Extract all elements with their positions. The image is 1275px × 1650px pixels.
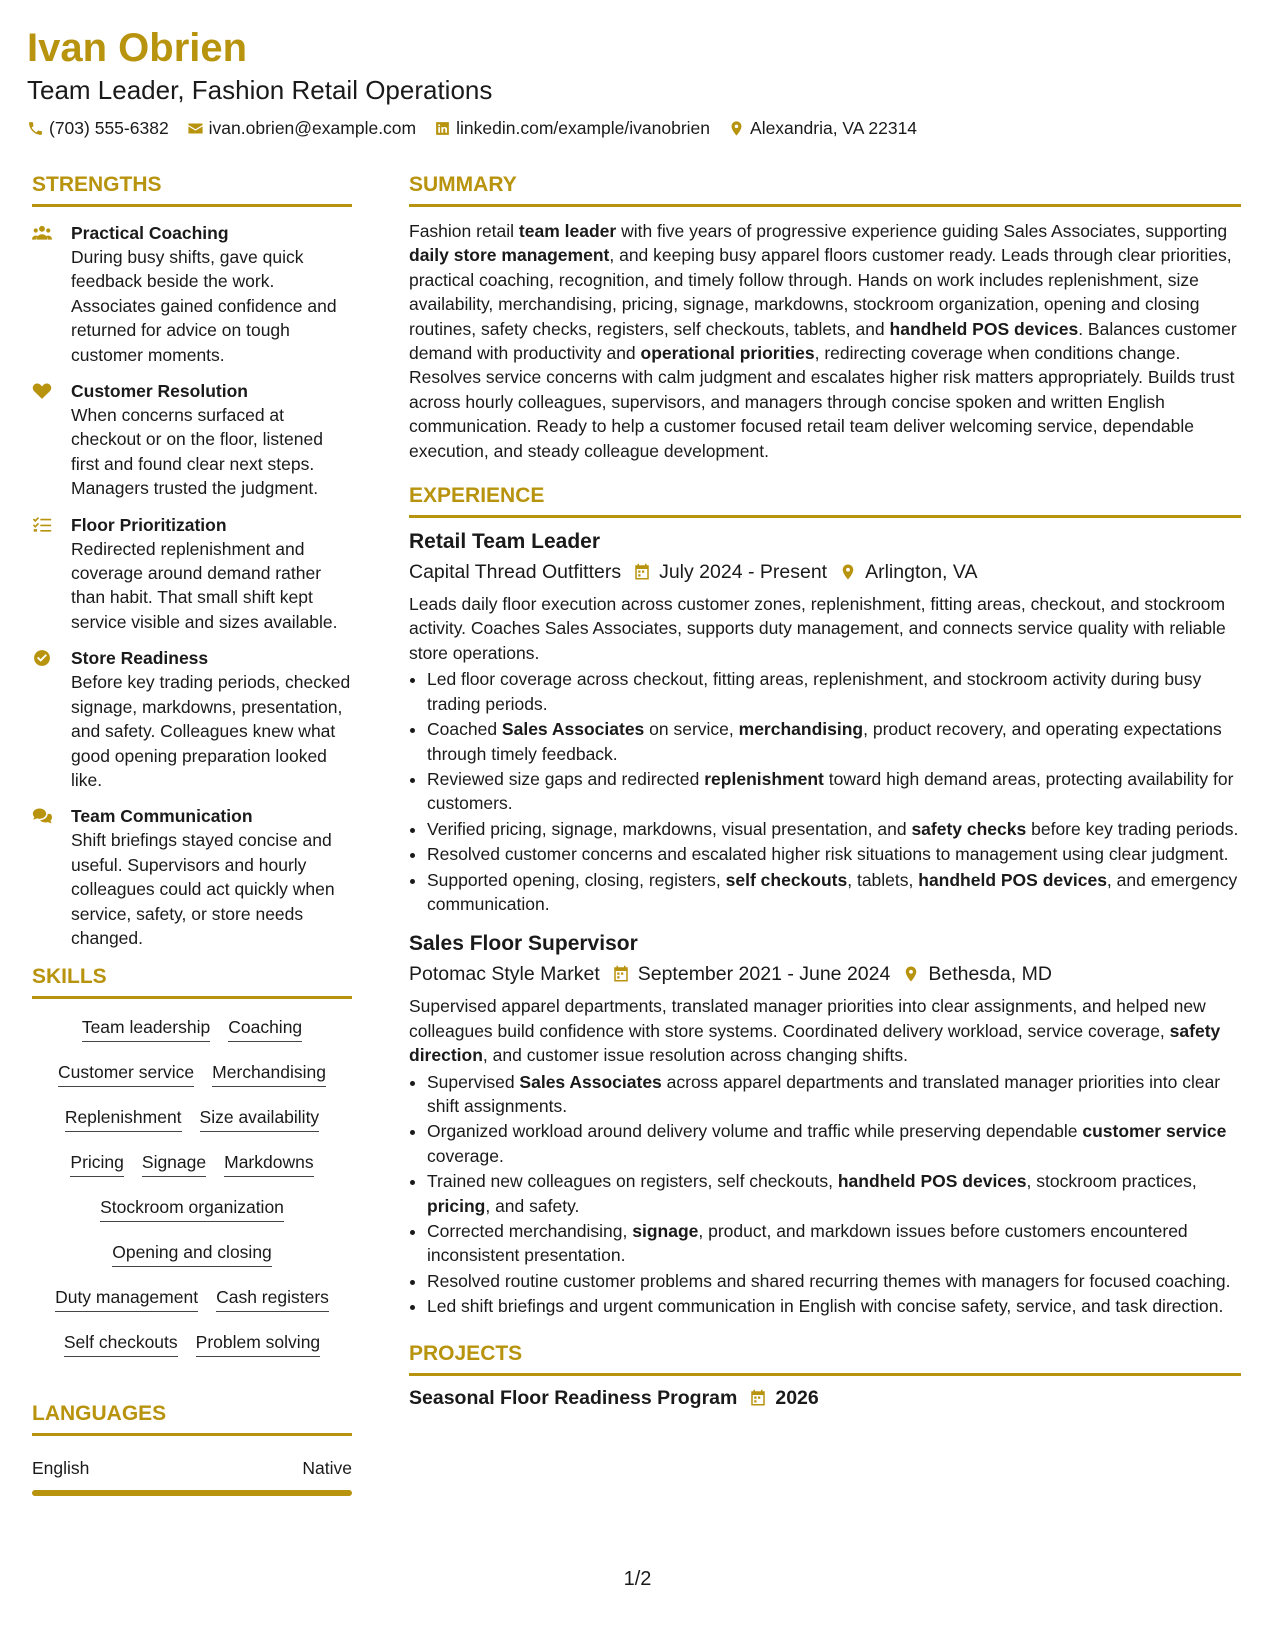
resume-header: [27, 22, 1235, 140]
emphasized-text: replenishment: [704, 768, 824, 789]
emphasized-text: signage: [632, 1221, 699, 1241]
calendar-icon: [749, 1389, 767, 1407]
job-dates: September 2021 - June 2024: [637, 963, 891, 986]
check-circle-icon: [32, 649, 52, 667]
job-entry: [409, 930, 1241, 1318]
map-pin-icon: [902, 965, 920, 983]
job-bullet: • Reviewed size gaps and redirected replenishment toward high demand areas, protecting availability for customers.: [427, 767, 1241, 816]
summary-heading: SUMMARY: [409, 172, 1241, 207]
location-text: Alexandria, VA 22314: [750, 118, 918, 138]
job-bullets: [409, 667, 1241, 916]
contact-email[interactable]: [187, 116, 416, 140]
page-number: 1/2: [623, 1568, 652, 1590]
languages-heading: LANGUAGES: [32, 1401, 352, 1436]
skill-tag: Customer service: [58, 1060, 194, 1087]
skill-tag: Replenishment: [65, 1105, 182, 1132]
calendar-icon: [612, 965, 630, 983]
job-meta: [409, 558, 1241, 586]
project-entry: [409, 1384, 1241, 1412]
strength-item: [32, 646, 352, 792]
emphasized-text: safety checks: [911, 818, 1027, 839]
contact-bar: [27, 116, 1235, 140]
skill-tag: Coaching: [228, 1015, 302, 1042]
job-bullet: • Verified pricing, signage, markdowns, visual presentation, and safety checks before key trading periods.: [427, 817, 1241, 841]
job-bullet: • Trained new colleagues on registers, self checkouts, handheld POS devices, stockroom practices, pricing, and safety.: [427, 1169, 1241, 1218]
strength-item: [32, 379, 352, 501]
left-column: [32, 172, 352, 1496]
strength-title: Floor Prioritization: [71, 514, 227, 535]
strength-item: [32, 513, 352, 635]
company-name: Capital Thread Outfitters: [409, 561, 622, 584]
skill-tag: Cash registers: [216, 1285, 329, 1312]
job-dates: July 2024 - Present: [659, 561, 828, 584]
envelope-icon: [187, 120, 204, 137]
summary-text: Fashion retail team leader with five years of progressive experience guiding Sales Associates, supporting daily store management, and keeping busy apparel floors customer ready. Leads through clear priorities, practical coaching, recognition, and timely follow through. Hands on work includes replenishment, size availability, merchandising, pricing, signage, markdowns, stockroom organization, opening and closing routines, safety checks, registers, self checkouts, tablets, and handheld POS devices. Balances customer demand with productivity and operational priorities, redirecting coverage when conditions change. Resolves service concerns with calm judgment and escalates higher risk matters appropriately. Builds trust across hourly colleagues, supervisors, and managers through concise spoken and written English communication. Ready to help a customer focused retail team deliver welcoming service, dependable execution, and steady colleague development.: [409, 221, 1237, 461]
strength-description: Shift briefings stayed concise and useful. Supervisors and hourly colleagues could act quickly when service, safety, or store needs changed.: [71, 830, 335, 948]
right-column: [409, 172, 1241, 1412]
linkedin-text: linkedin.com/example/ivanobrien: [456, 118, 711, 138]
candidate-title: Team Leader, Fashion Retail Operations: [27, 75, 493, 105]
experience-heading: EXPERIENCE: [409, 483, 1241, 518]
heart-icon: [32, 382, 52, 400]
job-location: Bethesda, MD: [928, 963, 1052, 986]
company-name: Potomac Style Market: [409, 963, 600, 986]
skill-tag: Duty management: [55, 1285, 198, 1312]
job-bullet: • Coached Sales Associates on service, merchandising, product recovery, and operating expectations through timely feedback.: [427, 717, 1241, 766]
strength-title: Team Communication: [71, 806, 253, 827]
email-text: ivan.obrien@example.com: [208, 118, 417, 138]
linkedin-icon: [434, 120, 451, 137]
skill-tag: Stockroom organization: [100, 1195, 284, 1222]
users-icon: [32, 224, 52, 242]
strength-item: [32, 804, 352, 950]
comments-icon: [32, 807, 52, 825]
emphasized-text: handheld POS devices: [889, 318, 1079, 339]
job-location: Arlington, VA: [865, 561, 978, 584]
skill-tag: Problem solving: [196, 1330, 321, 1357]
language-level: Native: [302, 1458, 352, 1479]
phone-icon: [27, 120, 44, 137]
skill-tag: Team leadership: [82, 1015, 210, 1042]
list-check-icon: [32, 516, 52, 534]
emphasized-text: customer service: [1082, 1121, 1227, 1142]
strength-description: Before key trading periods, checked signage, markdowns, presentation, and safety. Colleagues knew what good opening preparation looked like.: [71, 672, 351, 790]
skill-tag: Opening and closing: [112, 1240, 272, 1267]
emphasized-text: Sales Associates: [519, 1071, 662, 1092]
strength-title: Store Readiness: [71, 648, 209, 669]
map-pin-icon: [728, 120, 745, 137]
job-title: Sales Floor Supervisor: [409, 932, 638, 956]
job-meta: [409, 960, 1241, 988]
project-title: Seasonal Floor Readiness Program: [409, 1386, 738, 1409]
job-bullets: [409, 1070, 1241, 1319]
strength-description: Redirected replenishment and coverage around demand rather than habit. That small shift kept service visible and sizes available.: [71, 538, 338, 632]
job-bullet: • Led floor coverage across checkout, fitting areas, replenishment, and stockroom activity during busy trading periods.: [427, 667, 1241, 716]
map-pin-icon: [839, 563, 857, 581]
strength-item: [32, 221, 352, 367]
project-year: 2026: [775, 1386, 819, 1409]
emphasized-text: Sales Associates: [501, 719, 645, 740]
strengths-heading: STRENGTHS: [32, 172, 352, 207]
contact-linkedin[interactable]: [434, 116, 710, 140]
job-bullet: • Organized workload around delivery volume and traffic while preserving dependable customer service coverage.: [427, 1119, 1241, 1168]
phone-text: (703) 555-6382: [49, 118, 169, 138]
candidate-name: Ivan Obrien: [27, 26, 248, 70]
language-name: English: [32, 1458, 90, 1479]
job-bullet: • Resolved routine customer problems and shared recurring themes with managers for focused coaching.: [427, 1269, 1241, 1293]
job-description: Supervised apparel departments, translated manager priorities into clear assignments, and helped new colleagues build confidence with store systems. Coordinated delivery workload, service coverage, safety direction, and customer issue resolution across changing shifts.: [409, 996, 1221, 1066]
emphasized-text: team leader: [518, 221, 617, 241]
skill-tag: Merchandising: [212, 1060, 326, 1087]
skills-list: [32, 1015, 352, 1375]
contact-phone[interactable]: [27, 116, 169, 140]
emphasized-text: pricing: [427, 1195, 486, 1216]
skill-tag: Signage: [142, 1150, 206, 1177]
emphasized-text: handheld POS devices: [837, 1171, 1027, 1192]
job-bullet: • Corrected merchandising, signage, product, and markdown issues before customers encountered inconsistent presentation.: [427, 1219, 1241, 1268]
emphasized-text: handheld POS devices: [918, 869, 1107, 890]
strength-description: When concerns surfaced at checkout or on the floor, listened first and found clear next steps. Managers trusted the judgment.: [71, 405, 323, 499]
skill-tag: Self checkouts: [64, 1330, 178, 1357]
job-bullet: • Led shift briefings and urgent communication in English with concise safety, service, and task direction.: [427, 1294, 1241, 1318]
strength-title: Practical Coaching: [71, 223, 229, 243]
emphasized-text: operational priorities: [640, 343, 815, 364]
skills-heading: SKILLS: [32, 964, 352, 999]
job-bullet: • Supported opening, closing, registers, self checkouts, tablets, handheld POS devices, and emergency communication.: [427, 868, 1241, 917]
contact-location: [728, 116, 917, 140]
skill-tag: Markdowns: [224, 1150, 313, 1177]
strength-title: Customer Resolution: [71, 381, 248, 402]
job-title: Retail Team Leader: [409, 530, 601, 554]
skill-tag: Pricing: [70, 1150, 124, 1177]
emphasized-text: daily store management: [409, 245, 610, 266]
job-entry: [409, 528, 1241, 916]
projects-heading: PROJECTS: [409, 1341, 1241, 1376]
language-row: [32, 1456, 352, 1480]
strengths-list: [32, 221, 352, 950]
strength-description: During busy shifts, gave quick feedback beside the work. Associates gained confidence and returned for advice on tough customer moments.: [71, 247, 337, 365]
emphasized-text: merchandising: [738, 719, 864, 740]
job-bullet: • Resolved customer concerns and escalated higher risk situations to management using clear judgment.: [427, 842, 1241, 866]
emphasized-text: safety direction: [409, 1020, 1221, 1066]
job-bullet: • Supervised Sales Associates across apparel departments and translated manager priorities into clear shift assignments.: [427, 1070, 1241, 1119]
language-proficiency-bar: [32, 1490, 352, 1496]
job-description: Leads daily floor execution across customer zones, replenishment, fitting areas, checkout, and stockroom activity. Coaches Sales Associates, supports duty management, and connects service quality with reliable store operations.: [409, 594, 1226, 663]
skill-tag: Size availability: [200, 1105, 320, 1132]
emphasized-text: self checkouts: [725, 869, 848, 890]
calendar-icon: [633, 563, 651, 581]
